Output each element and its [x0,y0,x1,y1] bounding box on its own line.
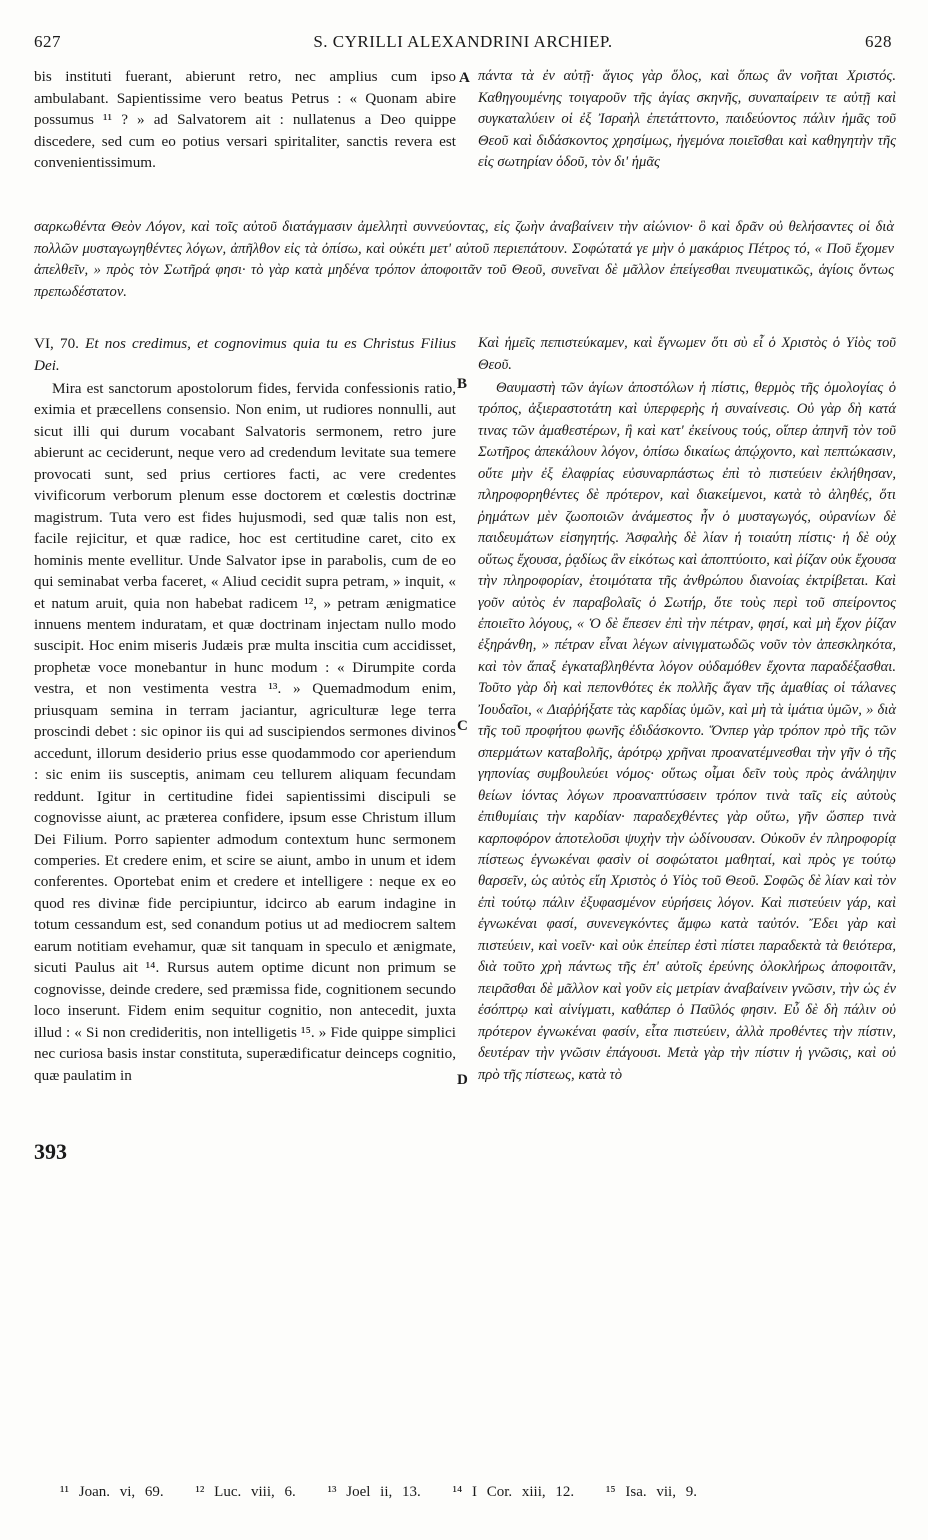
page-number-right: 628 [865,32,892,51]
main-latin-text: Mira est sanctorum apostolorum fides, fervida confessionis ratio, eximia et præcellens consensio. Non enim, ut rudiores nonnulli, aut sicut illi qui durum vocabant Salvatoris sermonem, retro jure abierunt ac ceciderunt, neque vero ad credendum levitate sua temere provocati sunt, sed prius certiores facti, ac vere credentes vivificorum verborum plenum esse doctorem et cœlestis doctrinæ magistrum. Tuta vero est fides hujusmodi, sed quæ talis non est, facile rejicitur, et quæ radice, hoc est certitudine caret, cito ex hominis mente evellitur. Unde Salvator ipse in parabolis, cum de eo qui seminabat verba faceret, « Aliud cecidit supra petram, » inquit, « et natum aruit, quia non habebat radicem ¹², » petram ænigmatice innuens mentem induratam, et quæ doctrinam injectam nullo modo suscipit. Hoc enim miseris Judæis præ multa inscitia cum accidisset, prophetæ voce monebantur in hunc modum : « Dirumpite corda vestra, et non vestimenta vestra ¹³. » Quemadmodum enim, priusquam semina in terram jaciantur, agriculturæ lege terra proscindi debet : sic opinor iis qui ad suscipiendos sermones divinos accedunt, illorum desiderio prius esse quodammodo cor aperiendum : sic enim iis susceptis, animam ceu tellurem aliquam fecundam reddunt. Igitur in certitudine fidei sapientissimi discipuli se cognovisse aiunt, ac præterea confidere, ipsum esse Christum illum Dei Filium. Porro sapienter admodum contextum hunc sermonem comperies. Et credere enim, et scire se aiunt, ambo in unum et idem conferentes. Oportebat enim et credere et intelligere : neque ex eo quod res divinæ fide percipiuntur, idcirco ab earum indagine in totum cessandum est, sed conandum potius ut ad mediocrem saltem earum notitiam evehamur, quæ sit tanquam in speculo et ænigmate, sicuti Paulus ait ¹⁴. Rursus autem optime dicunt non primum se cognovisse, deinde credere, sed præmissa fide, cognitionem secundo loco inserunt. Fidem enim sequitur cognitio, non antecedit, juxta illud : « Si non credideritis, non intelligetis ¹⁵. » Fide quippe simplici nec curiosa basis instar constituta, superædificatur deinceps cognitio, quæ paulatim in [34,380,456,1084]
full-width-greek [34,217,894,303]
margin-page-number: 393 [34,1139,67,1164]
page-header [34,32,892,56]
section-heading-latin-text: Et nos credimus, et cognovimus quia tu es Christus Filius Dei. [34,335,456,374]
running-title: S. CYRILLI ALEXANDRINI ARCHIEP. [313,32,613,51]
footnote-12: ¹² Luc. viii, 6. [195,1484,296,1500]
page-number-left: 627 [34,32,61,51]
section-heading-greek-text: Καὶ ἡμεῖς πεπιστεύκαμεν, καὶ ἔγνωμεν ὅτι σὺ εἶ ὁ Χριστὸς ὁ Υἱὸς τοῦ Θεοῦ. [478,335,896,373]
top-greek-column [478,66,896,174]
footnote-15: ¹⁵ Isa. vii, 9. [605,1484,697,1500]
footnotes [60,1484,860,1501]
margin-marker-c: C [457,718,468,734]
margin-marker-b: B [457,376,468,392]
section-number: VI, 70. [34,335,79,352]
top-latin-text: bis instituti fuerant, abierunt retro, nec amplius cum ipso ambulabant. Sapientissime vero beatus Petrus : « Quonam abire possumus ¹¹ ? » ad Salvatorem ait : nullatenus a Deo quippe discedere, sed cum eo potius versari spiritaliter, sanctis revera est convenientissimum. [34,68,456,172]
footnote-14: ¹⁴ I Cor. xiii, 12. [452,1484,575,1500]
margin-marker-a: A [459,70,470,86]
footnote-11: ¹¹ Joan. vi, 69. [60,1484,164,1500]
footnote-13: ¹³ Joel ii, 13. [327,1484,421,1500]
margin-marker-d: D [457,1072,468,1088]
main-latin-column [34,378,456,1086]
full-width-greek-text: σαρκωθέντα Θεὸν Λόγον, καὶ τοῖς αὐτοῦ διατάγμασιν ἀμελλητὶ συννεύοντας, εἰς ζωὴν ἀναβαίνειν τὴν αἰώνιον· ὃ καὶ δρᾶν οὐ θελήσαντες οἱ διὰ πολλῶν μυσταγωγηθέντες λόγων, ἀπῆλθον εἰς τὰ ὀπίσω, καὶ οὐκέτι μετ' αὐτοῦ περιεπάτουν. Σοφώτατά γε μὴν ὁ μακάριος Πέτρος τό, « Ποῦ ἔχομεν ἀπελθεῖν, » πρὸς τὸν Σωτῆρά φησι· τὸ γὰρ κατὰ μηδένα τρόπον ἀποφοιτᾶν τοῦ Θεοῦ, συνεῖναι δὲ μᾶλλον ἐπείγεσθαι πνευματικῶς, ἁγίοις ὄντως πρεπωδέστατον. [34,219,894,300]
main-greek-text: Θαυμαστὴ τῶν ἁγίων ἀποστόλων ἡ πίστις, θερμὸς τῆς ὁμολογίας ὁ τρόπος, ἀξιεραστοτάτη καὶ ὑπερφερὴς ἡ συναίνεσις. Οὐ γὰρ δὴ κατά τινας τῶν ἀμαθεστέρων, ἢ καὶ κατ' ἐκείνους τούς, οἵπερ ἀπηνῆ τὸν τοῦ Σωτῆρος ἀπεκάλουν λόγον, ὀπίσω δικαίως ἀπῴχοντο, καὶ πεπτώκασιν, οὔτε μὴν ἐξ ἐλαφρίας εὐσυναρπάστως ἐπὶ τὸ πιστεύειν ἐκλήθησαν, πληροφορηθέντες δὲ πρότερον, καὶ διακείμενοι, κατὰ τὸ ἀληθές, ὅτι ῥημάτων μὲν ζωοποιῶν ἀνάμεστος ἦν ὁ μυσταγωγός, οὐρανίων δὲ παιδευμάτων εἰσηγητής. Ἀσφαλὴς δὲ λίαν ἡ τοιαύτη πίστις· ἡ δὲ οὐχ οὕτως ἔχουσα, ῥᾳδίως ἂν εἰκότως καὶ ἀποπτύοιτο, καὶ ῥίζαν οὐκ ἔχουσα τὴν πληροφορίαν, ἑτοιμότατα τῆς ἀνθρώπου διανοίας ἐκτρίβεται. Καὶ γοῦν αὐτὸς ἐν παραβολαῖς ὁ Σωτήρ, ὅτε τοὺς περὶ τοῦ σπείροντος ἐποιεῖτο λόγους, « Ὁ δὲ ἔπεσεν ἐπὶ τὴν πέτραν, φησί, καὶ μὴ ἔχον ῥίζαν ἐξηράνθη, » πέτραν εἶναι λέγων αἰνιγματωδῶς νοῦν τὸν ἀπεσκληκότα, καὶ τὸν ἅπαξ ἐγκαταβληθέντα λόγον οὐδαμόθεν ἔχοντα παραδέξασθαι. Τοῦτο γὰρ δὴ καὶ πεπονθότες ἐκ πολλῆς ἄγαν τῆς ἀμαθίας οἱ τάλανες Ἰουδαῖοι, « Διαῤῥήξατε τὰς καρδίας ὑμῶν, καὶ μὴ τὰ ἱμάτια ὑμῶν, » διὰ τῆς τοῦ προφήτου φωνῆς ἐδιδάσκοντο. Ὅνπερ γὰρ τρόπον πρὸ τῆς τῶν σπερμάτων καταβολῆς, ἀρότρῳ χρῆναι προανατέμνεσθαι τὴν γῆν ὁ τῆς γηπονίας συμβουλεύει νόμος· οὕτως οἶμαι δεῖν τοὺς πρὸς ἀνάληψιν θείων ἰόντας λόγων προαναπτύσσειν τρόπον τινὰ ταῖς εἰς αὐτοὺς ἐπιθυμίαις τὴν καρδίαν· παραδεχθέντες γὰρ οὕτω, γῆν ὥσπερ τινὰ καρποφόρον ἀποτελοῦσι ψυχὴν τὴν ὠδίνουσαν. Οὐκοῦν ἐν πληροφορίᾳ πίστεως ἐγνωκέναι φασὶν οἱ σοφώτατοι μαθηταί, καὶ πρὸς γε τούτῳ θαρσεῖν, ὡς αὐτὸς εἴη Χριστὸς ὁ Υἱὸς τοῦ Θεοῦ. Σοφῶς δὲ λίαν καὶ τὸν ἐπὶ τούτῳ πάλιν ἐξυφασμένον εὑρήσεις λόγον. Καὶ πιστεύειν γάρ, καὶ ἐγνωκέναι φασί, συνενεγκόντες ἄμφω κατὰ ταὐτόν. Ἔδει γὰρ καὶ πιστεύειν, καὶ νοεῖν· καὶ οὐκ ἐπείπερ ἐστὶ πίστει παραδεκτὰ τὰ θειότερα, διὰ τοῦτο χρὴ πάντως τῆς ἐπ' αὐτοῖς ἐρεύνης ὁλοκλήρως ἀποφοιτᾶν, πειρᾶσθαι δὲ μᾶλλον καὶ γοῦν εἰς μετρίαν ἀναβαίνειν γνῶσιν, τὴν ὡς ἐν ἐσόπτρῳ καὶ αἰνίγματι, καθάπερ ὁ Παῦλός φησιν. Εὖ δὲ δὴ πάλιν οὐ πρότερον ἐγνωκέναι φασίν, εἶτα πιστεύειν, ἀλλὰ προθέντες τὴν πίστιν, δευτέραν τὴν γνῶσιν ἐπάγουσι. Μετὰ γὰρ τὴν πίστιν ἡ γνῶσις, καὶ οὐ πρὸ τῆς πίστεως, κατὰ τὸ [478,380,896,1083]
section-heading-greek [478,333,896,376]
top-greek-text: πάντα τὰ ἐν αὐτῇ· ἅγιος γὰρ ὅλος, καὶ ὅπως ἂν νοῆται Χριστός. Καθηγουμένης τοιγαροῦν τῆς ἁγίας σκηνῆς, συναπαίρειν τε αὐτῇ καὶ συγκαταλύειν οἱ ἐξ Ἰσραὴλ ἐπετάττοντο, παιδεύοντος πάλιν ἡμᾶς τοῦ Θεοῦ καὶ διδάσκοντος χρησίμως, ἡγεμόνα ποιεῖσθαι καὶ καθηγητὴν τῆς εἰς σωτηρίαν ὁδοῦ, τὸν δι' ἡμᾶς [478,68,896,171]
main-greek-column [478,378,896,1086]
section-heading-latin [34,333,456,376]
top-latin-column [34,66,456,174]
